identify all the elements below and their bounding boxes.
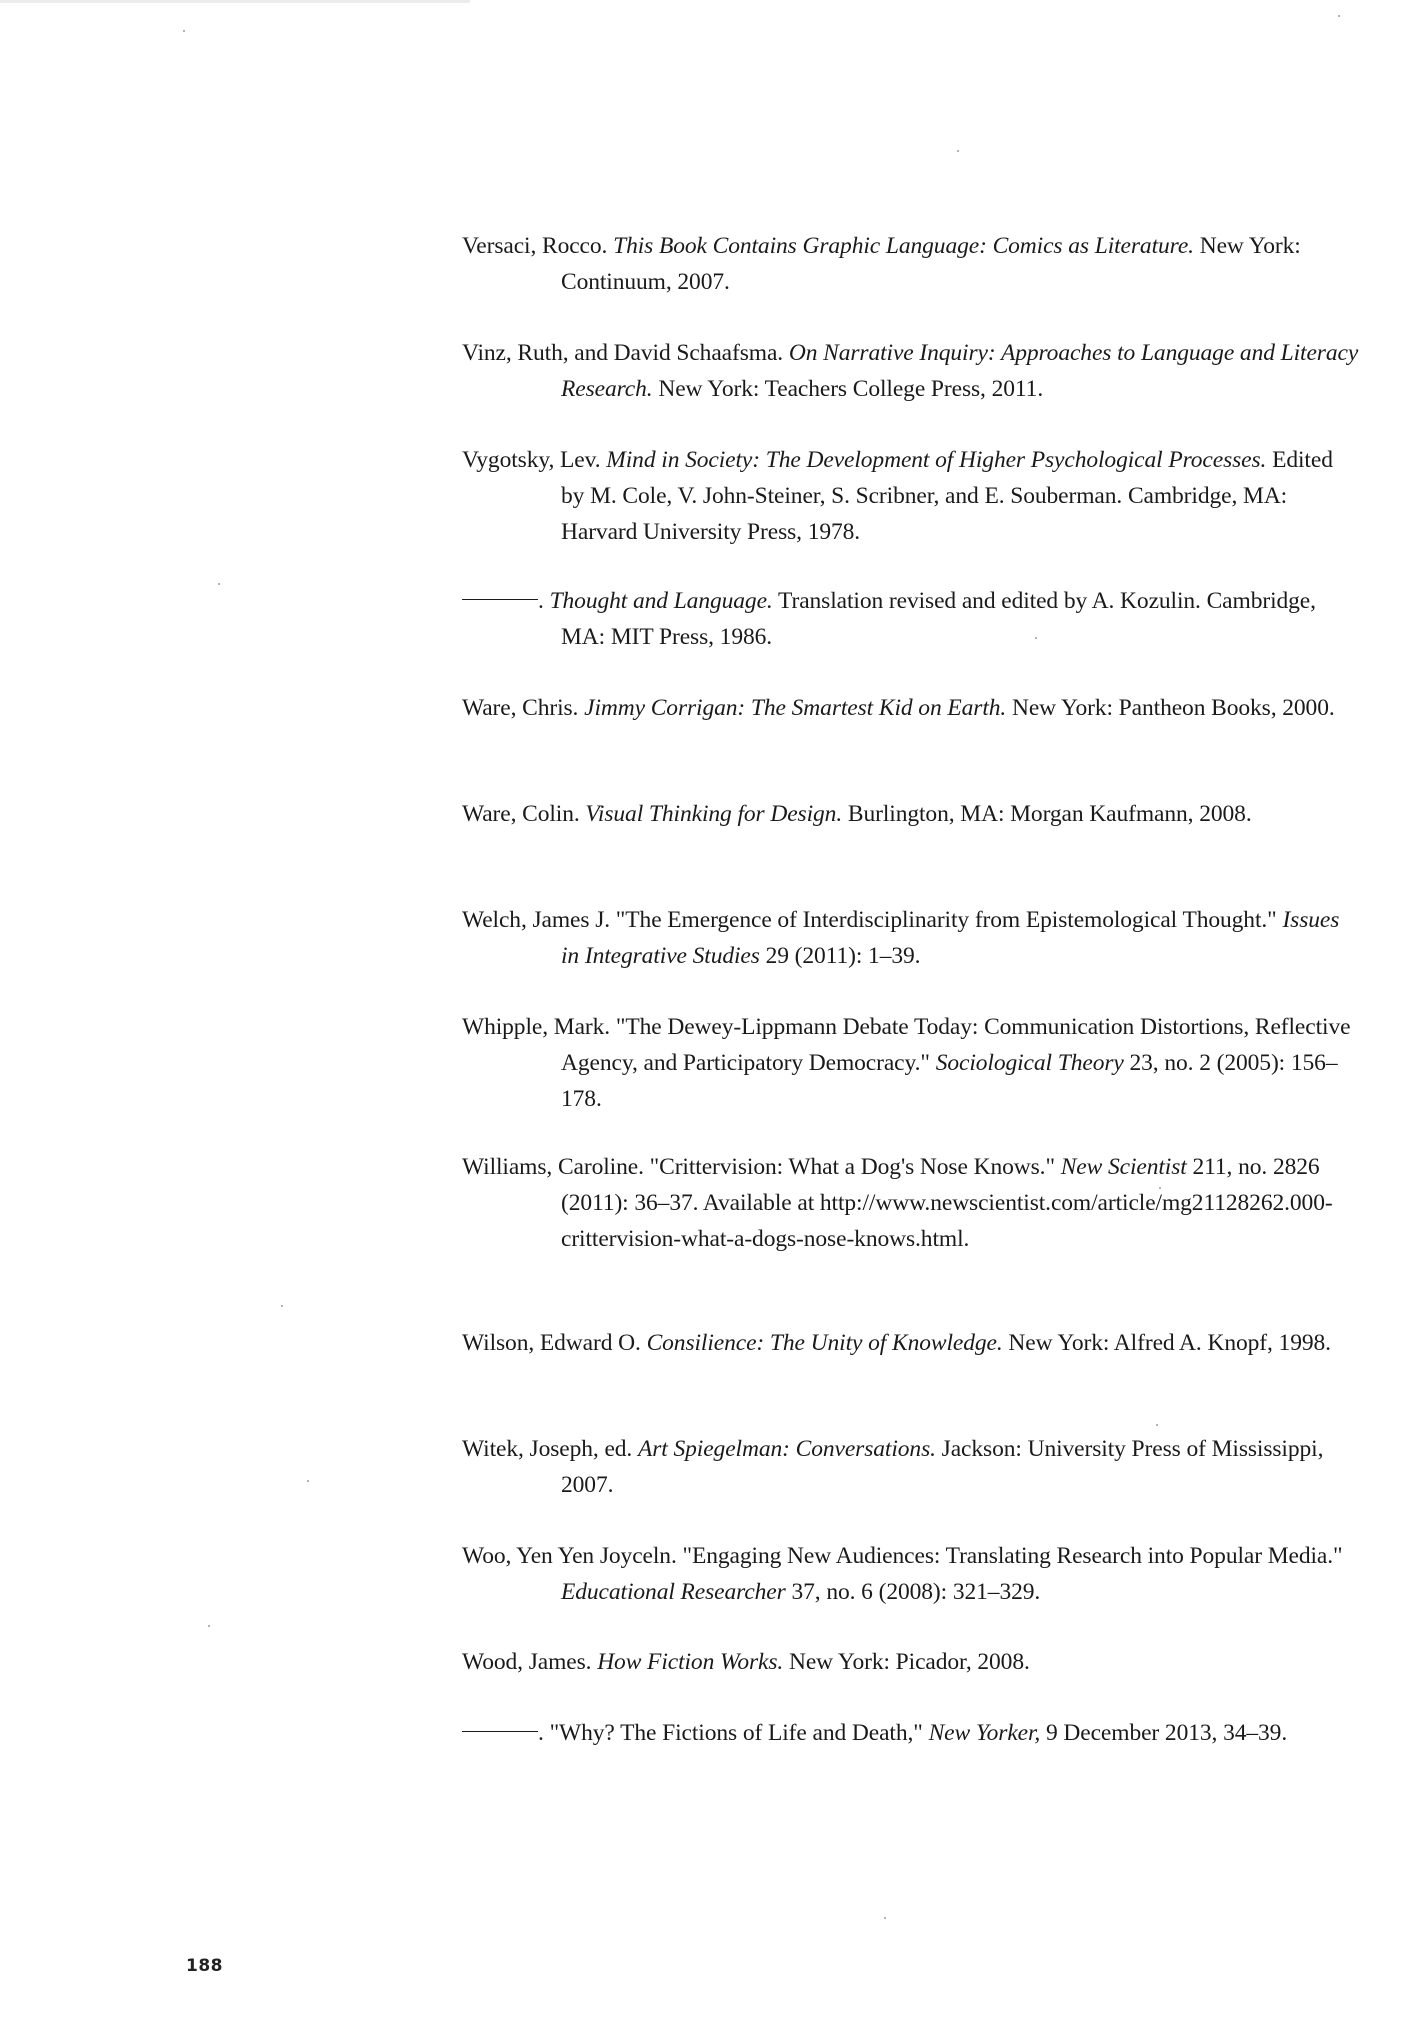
page-number: 188	[186, 1956, 223, 1976]
scan-speck	[281, 1305, 283, 1307]
bibliography-entry: . Thought and Language. Translation revised and edited by A. Kozulin. Cambridge, MA: MIT Press, 1986.	[462, 583, 1361, 655]
bibliography-entry: Versaci, Rocco. This Book Contains Graphic Language: Comics as Literature. New York: Continuum, 2007.	[462, 233, 1301, 295]
bibliography-entry: Whipple, Mark. "The Dewey-Lippmann Debate Today: Communication Distortions, Reflective Agency, and Participatory Democracy." Sociological Theory 23, no. 2 (2005): 156–178.	[462, 1014, 1351, 1112]
scan-speck	[307, 1480, 309, 1482]
scan-speck	[208, 1625, 210, 1627]
scan-speck	[1156, 1424, 1158, 1426]
bibliography-entry: Wilson, Edward O. Consilience: The Unity of Knowledge. New York: Alfred A. Knopf, 1998.	[462, 1330, 1331, 1356]
bibliography-entry: Witek, Joseph, ed. Art Spiegelman: Conversations. Jackson: University Press of Mississippi, 2007.	[462, 1436, 1324, 1498]
scan-speck	[957, 150, 959, 152]
bibliography-entry: Ware, Chris. Jimmy Corrigan: The Smartest Kid on Earth. New York: Pantheon Books, 2000.	[462, 695, 1335, 721]
bibliography-entry: Ware, Colin. Visual Thinking for Design. Burlington, MA: Morgan Kaufmann, 2008.	[462, 801, 1252, 827]
bibliography-entry: Woo, Yen Yen Joyceln. "Engaging New Audiences: Translating Research into Popular Media." Educational Researcher 37, no. 6 (2008): 321–329.	[462, 1543, 1343, 1605]
repeated-author-dash	[462, 599, 538, 600]
bibliography-entry: Vinz, Ruth, and David Schaafsma. On Narrative Inquiry: Approaches to Language and Literacy Research. New York: Teachers College Press, 2011.	[462, 340, 1359, 402]
scan-edge-rule	[0, 0, 470, 3]
repeated-author-dash	[462, 1731, 538, 1732]
bibliography-entry: Welch, James J. "The Emergence of Interdisciplinarity from Epistemological Thought." Issues in Integrative Studies 29 (2011): 1–39.	[462, 907, 1340, 969]
bibliography-entry: Vygotsky, Lev. Mind in Society: The Development of Higher Psychological Processes. Edited by M. Cole, V. John-Steiner, S. Scribner, and E. Souberman. Cambridge, MA: Harvard University Press, 1978.	[462, 447, 1333, 545]
bibliography-entry: Williams, Caroline. "Crittervision: What a Dog's Nose Knows." New Scientist 211, no. 2826 (2011): 36–37. Available at http://www.newscientist.com/article/mg21128262.000-crittervision-what-a-dogs-nose-knows.html.	[462, 1154, 1333, 1252]
scan-speck	[218, 583, 220, 585]
scan-speck	[884, 1917, 886, 1919]
bibliography-entry: Wood, James. How Fiction Works. New York: Picador, 2008.	[462, 1649, 1030, 1675]
scan-speck	[1338, 15, 1340, 17]
scan-speck	[183, 30, 185, 32]
bibliography-entry: . "Why? The Fictions of Life and Death," New Yorker, 9 December 2013, 34–39.	[462, 1715, 1361, 1751]
